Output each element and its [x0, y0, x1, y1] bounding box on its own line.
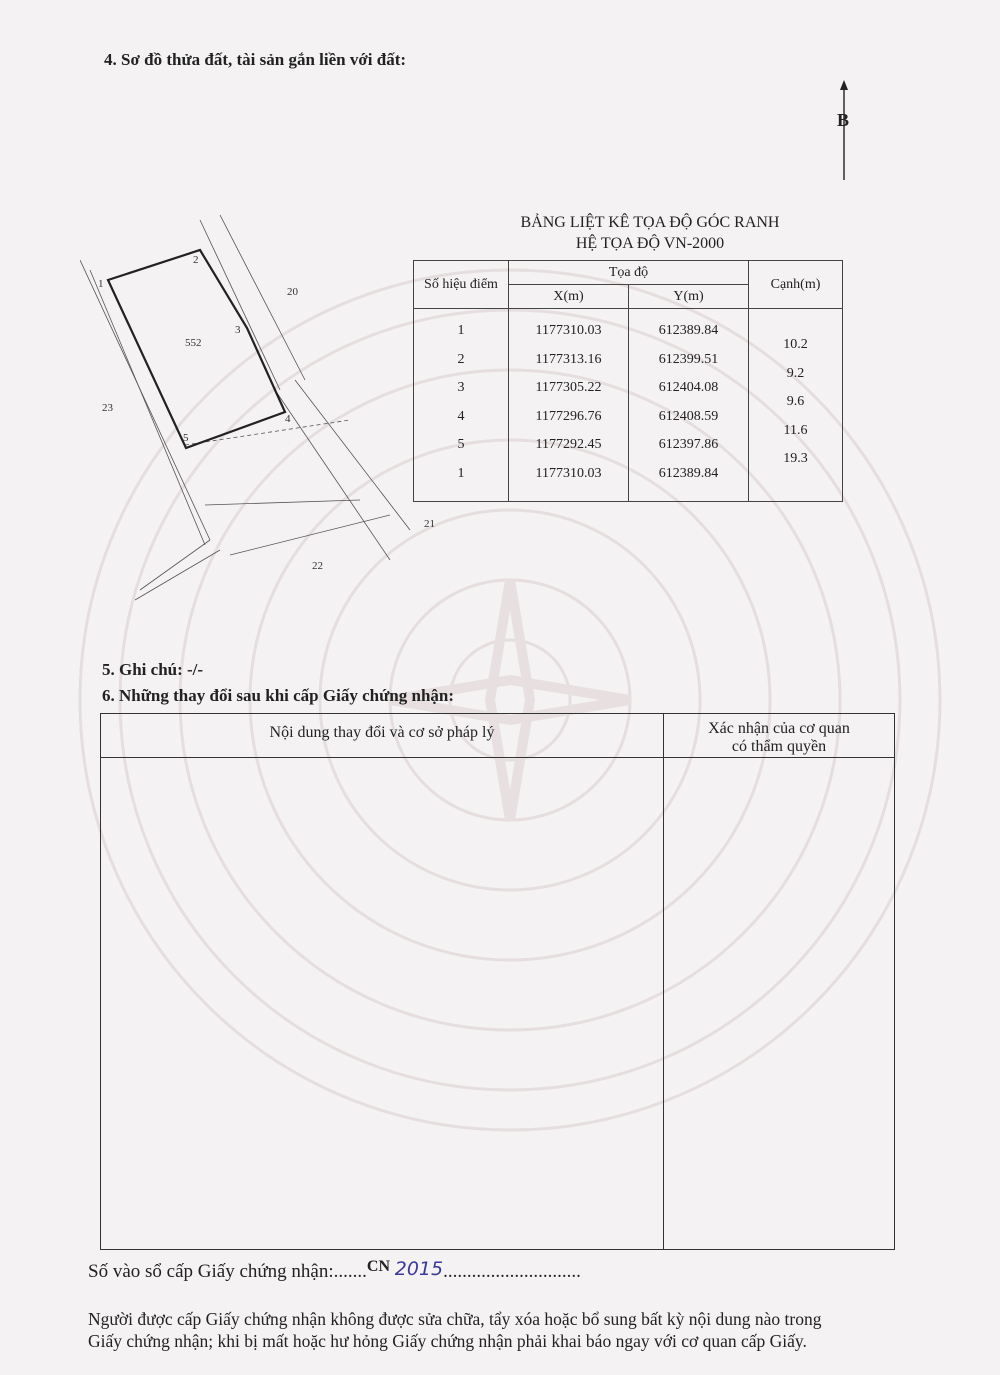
x-value: 1177292.45: [535, 437, 602, 452]
north-arrow-icon: [836, 80, 856, 185]
coord-title-line2: HỆ TỌA ĐỘ VN-2000: [575, 235, 725, 252]
x-value: 1177310.03: [535, 465, 602, 481]
y-value: 612397.86: [658, 437, 719, 452]
neighbor-label-22: 22: [312, 560, 323, 572]
section6-heading: 6. Những thay đổi sau khi cấp Giấy chứng nhận:: [102, 686, 455, 705]
x-value: 1177296.76: [535, 408, 602, 424]
vertex-label-2: 2: [193, 254, 199, 266]
x-value: 1177310.03: [535, 323, 602, 338]
y-column: [629, 309, 749, 502]
notice-line1: Người được cấp Giấy chứng nhận không được sửa chữa, tẩy xóa hoặc bổ sung bất kỳ nội dung nào trong: [88, 1309, 822, 1329]
vertex-label-4: 4: [285, 413, 291, 425]
vertex-label-3: 3: [235, 324, 241, 336]
registry-number: 2015: [394, 1258, 444, 1280]
edge-value: 19.3: [783, 451, 808, 466]
registry-line: Số vào sổ cấp Giấy chứng nhận:.......$^{CN}$ 2015.............................: [88, 1258, 581, 1282]
section5-note: 5. Ghi chú: -/-: [102, 660, 204, 679]
point-id: 5: [457, 437, 465, 452]
neighbor-label-20: 20: [287, 286, 298, 298]
confirm-header-line2: có thẩm quyền: [731, 738, 827, 755]
y-value: 612399.51: [658, 351, 719, 367]
parcel-sketch: [80, 215, 440, 605]
edge-column: [749, 309, 843, 502]
changes-confirm-cell: [664, 758, 895, 1250]
coord-table-title: [480, 212, 820, 254]
col-point-header: Số hiệu điểm: [414, 261, 509, 309]
edge-value: 10.2: [783, 337, 808, 352]
neighbor-label-23: 23: [102, 402, 113, 414]
changes-confirm-header: [664, 714, 895, 758]
parcel-number: 552: [185, 337, 202, 349]
north-label: B: [837, 110, 850, 130]
col-x-header: X(m): [509, 285, 629, 309]
point-id: 1: [457, 465, 465, 481]
edge-value: 11.6: [783, 422, 808, 438]
changes-table: [100, 713, 895, 1250]
neighbor-label-21: 21: [424, 518, 435, 530]
col-edge-header: Cạnh(m): [749, 261, 843, 309]
y-value: 612389.84: [658, 323, 719, 338]
notice-line2: Giấy chứng nhận; khi bị mất hoặc hư hỏng Giấy chứng nhận phải khai báo ngay với cơ quan cấp Giấy.: [88, 1331, 807, 1351]
point-id: 1: [457, 323, 465, 338]
col-coord-header: Tọa độ: [509, 261, 749, 285]
y-value: 612389.84: [658, 465, 719, 481]
registry-label: Số vào sổ cấp Giấy chứng nhận:: [88, 1261, 334, 1282]
changes-content-header: Nội dung thay đổi và cơ sở pháp lý: [101, 714, 664, 758]
coord-title-line1: BẢNG LIỆT KÊ TỌA ĐỘ GÓC RANH: [520, 214, 780, 231]
point-id: 3: [457, 380, 465, 395]
edge-value: 9.2: [786, 365, 805, 381]
notice-text: [88, 1308, 918, 1352]
point-id-column: [414, 309, 509, 502]
vertex-label-1: 1: [98, 278, 104, 290]
x-column: [509, 309, 629, 502]
coordinate-table: [413, 260, 843, 502]
y-value: 612408.59: [658, 408, 719, 424]
point-id: 2: [457, 351, 465, 367]
changes-content-cell: [101, 758, 664, 1250]
x-value: 1177313.16: [535, 351, 602, 367]
point-id: 4: [457, 408, 465, 424]
section4-heading: 4. Sơ đồ thửa đất, tài sản gắn liền với đất:: [104, 50, 407, 69]
vertex-label-5: 5: [183, 432, 189, 444]
col-y-header: Y(m): [629, 285, 749, 309]
confirm-header-line1: Xác nhận của cơ quan: [708, 720, 850, 737]
registry-prefix: CN: [366, 1258, 390, 1275]
y-value: 612404.08: [658, 380, 719, 395]
x-value: 1177305.22: [535, 380, 602, 395]
edge-value: 9.6: [786, 394, 805, 409]
